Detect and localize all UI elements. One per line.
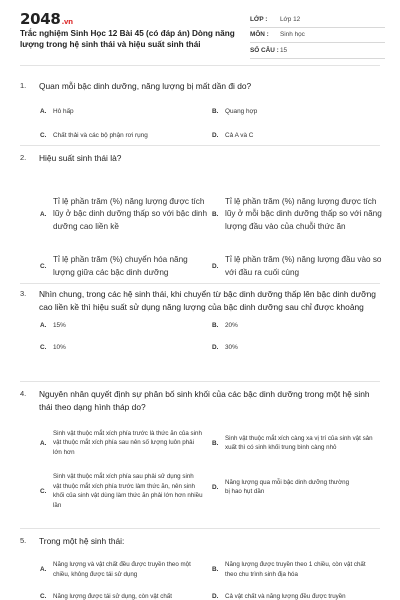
option-text: Cả vật chất và năng lượng đều được truyền [225,592,346,600]
question-text: Trong một hệ sinh thái: [39,536,125,546]
question-text: Hiệu suất sinh thái là? [39,153,122,163]
option-a[interactable] [40,107,210,116]
option-label: B. [212,566,219,573]
meta-row-count [250,43,385,59]
meta-row-class [250,12,385,28]
question-5 [20,535,385,600]
document-title: Trắc nghiệm Sinh Học 12 Bài 45 (có đáp án) Dòng năng lượng trong hệ sinh thái và hiệu suất sinh thái [20,29,235,49]
option-text: 20% [225,322,238,329]
option-text: Năng lượng được tái sử dụng, còn vật chất [53,592,172,600]
meta-value: Lớp 12 [280,15,301,23]
option-text: Tỉ lệ phần trăm (%) năng lượng được tích lũy ở mỗi bậc dinh dưỡng thấp so với năng lượng đầu vào của chuỗi thức ăn [225,196,382,231]
option-b[interactable] [212,558,384,582]
option-label: C. [40,487,47,495]
option-list [40,413,385,543]
logo-text: 2048 [20,10,61,28]
meta-key: SỐ CÂU : [250,46,279,54]
divider [20,528,380,529]
option-label: B. [212,211,219,218]
option-c[interactable] [40,253,208,281]
option-b[interactable] [212,185,384,245]
option-label: A. [40,566,47,573]
question-number: 2. [20,153,27,162]
option-list [40,548,385,600]
option-c[interactable] [40,469,208,513]
divider [20,283,380,284]
meta-key: MÔN : [250,31,269,39]
option-label: B. [212,107,219,115]
question-2 [20,152,385,290]
logo-suffix: .vn [61,18,73,26]
option-text: Hô hấp [53,107,74,115]
question-text: Quan mỗi bậc dinh dưỡng, năng lượng bị mất dần đi do? [39,81,252,91]
option-label: B. [212,322,219,329]
option-d[interactable] [212,131,382,140]
option-text: Năng lượng qua mỗi bậc dinh dưỡng thường bị hao hụt dần [225,478,350,495]
option-text: Tỉ lệ phần trăm (%) năng lượng đầu vào so với đầu ra cuối cùng [225,255,382,277]
option-text: Tỉ lệ phần trăm (%) chuyển hóa năng lượng giữa các bậc dinh dưỡng [53,255,188,277]
option-d[interactable] [212,253,384,281]
option-text: 30% [225,344,238,351]
option-label: A. [40,211,47,218]
option-label: C. [40,344,47,351]
option-text: Tỉ lệ phần trăm (%) năng lượng được tích lũy ở bậc dinh dưỡng thấp so với bậc dinh dưỡng cao liền kề [53,196,208,231]
option-d[interactable] [212,475,384,499]
option-label: C. [40,263,47,270]
meta-row-subject [250,28,385,44]
option-a[interactable] [40,185,208,245]
option-label: A. [40,322,47,329]
option-d[interactable] [212,343,382,352]
document-header [0,0,400,64]
option-label: A. [40,107,47,115]
option-label: D. [212,593,219,600]
site-logo[interactable] [20,10,73,28]
question-number: 5. [20,536,27,545]
option-text: Sinh vật thuộc mắt xích phía trước là thức ăn của sinh vật thuộc mắt xích phía sau nên số lượng luôn phải lớn hơn [53,429,202,456]
option-b[interactable] [212,427,384,459]
option-c[interactable] [40,131,210,140]
divider [20,65,380,66]
option-list [40,313,385,353]
option-b[interactable] [212,321,382,330]
option-text: Năng lượng và vật chất đều được truyền theo một chiều, không được tái sử dụng [53,561,191,578]
option-text: Chất thải và các bộ phận rơi rụng [53,131,148,139]
question-number: 3. [20,289,27,298]
question-3 [20,288,385,353]
question-1 [20,80,385,163]
option-text: Cả A và C [225,131,254,139]
option-text: Sinh vật thuộc mắt xích càng xa vị trí của sinh vật sản xuất thì có sinh khối trung bình càng nhỏ [225,434,373,451]
option-label: C. [40,131,47,139]
divider [20,145,380,146]
option-text: 10% [53,344,66,351]
question-text: Nhìn chung, trong các hệ sinh thái, khi chuyển từ bậc dinh dưỡng thấp lên bậc dinh dưỡng cao liền kề thì hiệu suất sử dụng năng lượng của bậc dinh dưỡng sau chỉ được khoảng [39,289,376,312]
question-4 [20,388,385,543]
meta-key: LỚP : [250,15,268,23]
option-label: C. [40,593,47,600]
meta-table [250,12,385,59]
option-label: D. [212,263,219,270]
question-text: Nguyên nhân quyết định sự phân bố sinh khối của các bậc dinh dưỡng trong một hệ sinh thái theo dạng hình tháp do? [39,389,370,412]
option-list [40,165,385,290]
option-text: Sinh vật thuộc mắt xích phía sau phải sử dụng sinh vật thuộc mắt xích phía trước làm thức ăn, nên sinh khối của sinh vật dùng làm thức ăn phải lớn hơn nhiều lần [53,473,203,509]
option-label: A. [40,439,47,447]
option-text: Năng lượng được truyền theo 1 chiều, còn vật chất theo chu trình sinh địa hóa [225,561,366,578]
option-label: D. [212,131,219,139]
option-a[interactable] [40,321,210,330]
option-c[interactable] [40,590,208,600]
option-a[interactable] [40,427,208,459]
option-d[interactable] [212,590,384,600]
option-b[interactable] [212,107,382,116]
divider [20,381,380,382]
question-number: 4. [20,389,27,398]
meta-value: Sinh học [280,31,305,39]
question-number: 1. [20,81,27,90]
meta-value: 15 [280,46,288,54]
option-label: D. [212,344,219,351]
option-label: B. [212,439,219,447]
option-c[interactable] [40,343,210,352]
option-text: Quang hợp [225,107,258,115]
option-text: 15% [53,322,66,329]
option-label: D. [212,483,219,491]
option-a[interactable] [40,558,208,582]
